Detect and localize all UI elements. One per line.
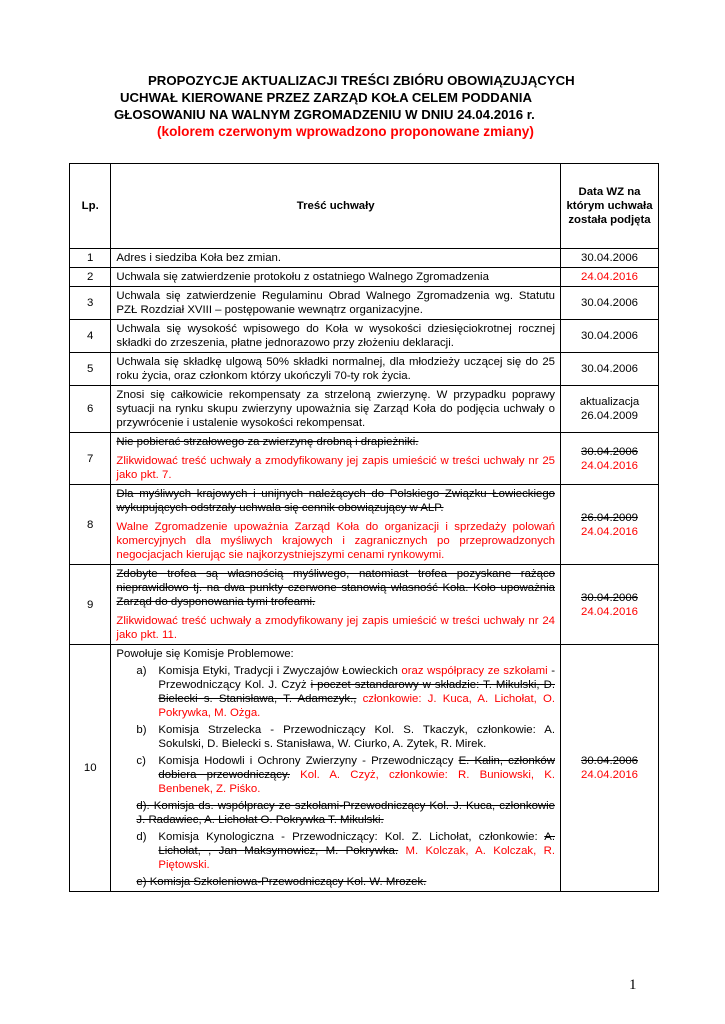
document-header — [100, 72, 660, 140]
item-label: a) — [136, 665, 147, 677]
row-text: Uchwala się składkę ulgową 50% składki normalnej, dla młodzieży uczącej się do 25 roku życia, oraz członkom którzy ukończyli 70-ty rok życia. — [111, 353, 561, 386]
table-row — [70, 268, 659, 287]
old-date: 26.04.2009 — [580, 511, 638, 524]
row-text: Uchwala się zatwierdzenie Regulaminu Obrad Walnego Zgromadzenia wg. Statutu PZŁ Rozdział XVIII – postępowanie wewnątrz organizacyjne. — [111, 287, 561, 320]
row-date: 30.04.2006 — [561, 353, 659, 386]
row-lp: 2 — [70, 268, 111, 287]
row-lp: 4 — [70, 320, 111, 353]
committee-e-removed: e) Komisja Szkoleniowa-Przewodniczący Kol. W. Mrozek. — [136, 876, 427, 888]
committees-intro: Powołuje się Komisje Problemowe: — [116, 648, 294, 660]
item-body: Komisja Strzelecka - Przewodniczący Kol. S. Tkaczyk, członkowie: A. Sokulski, D. Bielecki s. Stanisława, W. Ciurko, A. Zytek, R. Mirek. — [158, 724, 555, 750]
old-date: 30.04.2006 — [580, 755, 638, 767]
row-text: Uchwala się wysokość wpisowego do Koła w wysokości dziesięciokrotnej rocznej składki do zrzeszenia, płatne jednorazowo przy złożeniu deklaracji. — [111, 320, 561, 353]
row-date — [561, 386, 659, 433]
committee-c — [116, 754, 555, 796]
row-date: 30.04.2006 — [561, 249, 659, 268]
old-text: Nie pobierać strzałowego za zwierzynę drobną i drapieżniki. — [116, 436, 419, 448]
header-date: Data WZ na którym uchwała została podjęta — [561, 164, 659, 249]
item-body: Komisja Kynologiczna - Przewodniczący: Kol. Z. Lichołat, członkowie: A. Lichołat, , Jan Maksymowicz, M. Pokrywka. M. Kolczak, A. Kolczak, R. Piętowski. — [158, 831, 555, 871]
header-text: Treść uchwały — [111, 164, 561, 249]
table-row — [70, 565, 659, 645]
title-line-2: UCHWAŁ KIEROWANE PRZEZ ZARZĄD KOŁA CELEM PODDANIA — [120, 90, 532, 105]
row-text — [111, 485, 561, 565]
item-label: b) — [136, 724, 147, 736]
table-row — [70, 249, 659, 268]
title-note: (kolorem czerwonym wprowadzono proponowane zmiany) — [157, 124, 534, 139]
row-date — [561, 485, 659, 565]
row-text — [111, 433, 561, 485]
row-text — [111, 645, 561, 892]
new-text: Walne Zgromadzenie upoważnia Zarząd Koła do organizacji i sprzedaży polowań komercyjnych dla myśliwych krajowych i zagranicznych po przeprowadzonych negocjacjach kierując sie najkorzystniejszymi cenami rynkowymi. — [116, 521, 555, 561]
row-date: 30.04.2006 — [561, 287, 659, 320]
new-text: Zlikwidować treść uchwały a zmodyfikowany jej zapis umieścić w treści uchwały nr 24 jako pkt. 11. — [116, 615, 555, 641]
row-lp: 9 — [70, 565, 111, 645]
row-date-value: 26.04.2009 — [580, 410, 638, 422]
row-lp: 6 — [70, 386, 111, 433]
new-date: 24.04.2016 — [580, 605, 638, 618]
committee-d-removed: d). Komisja ds. współpracy ze szkołami-Przewodniczący Kol. J. Kuca, członkowie J. Radawiec, A. Lichołat O. Pokrywka T. Mikulski. — [136, 800, 555, 826]
table-row — [70, 645, 659, 892]
item-body: Komisja Hodowli i Ochrony Zwierzyny - Przewodniczący E. Kalin, członków dobiera przewodniczący. Kol. A. Czyż, członkowie: R. Buniowski, K. Benbenek, Z. Piśko. — [158, 755, 555, 795]
page-number: 1 — [629, 977, 637, 993]
new-text: Zlikwidować treść uchwały a zmodyfikowany jej zapis umieścić w treści uchwały nr 25 jako pkt. 7. — [116, 455, 555, 481]
table-row — [70, 485, 659, 565]
row-date — [561, 565, 659, 645]
committee-b — [116, 723, 555, 751]
title-line-3: GŁOSOWANIU NA WALNYM ZGROMADZENIU W DNIU 24.04.2016 r. — [114, 107, 535, 122]
row-lp: 7 — [70, 433, 111, 485]
row-lp: 10 — [70, 645, 111, 892]
committee-d — [116, 830, 555, 872]
row-date — [561, 433, 659, 485]
row-text: Uchwala się zatwierdzenie protokołu z ostatniego Walnego Zgromadzenia — [111, 268, 561, 287]
row-text — [111, 565, 561, 645]
row-lp: 1 — [70, 249, 111, 268]
row-date-label: aktualizacja — [579, 396, 640, 408]
item-label: d) — [136, 831, 147, 843]
table-row — [70, 386, 659, 433]
item-body: Komisja Etyki, Tradycji i Zwyczajów Łowieckich oraz współpracy ze szkołami - Przewodniczący Kol. J. Czyż i poczet sztandarowy w składzie: T. Mikulski, D. Bielecki s. Stanisława, T. Adamczyk., członkowie: J. Kuca, A. Lichołat, O. Pokrywka, M. Ożga. — [158, 665, 555, 719]
row-lp: 5 — [70, 353, 111, 386]
new-date: 24.04.2016 — [580, 459, 638, 472]
table-header-row — [70, 164, 659, 249]
header-lp: Lp. — [70, 164, 111, 249]
resolutions-table — [69, 163, 659, 892]
row-date: 24.04.2016 — [561, 268, 659, 287]
item-label: c) — [136, 755, 146, 767]
old-date: 30.04.2006 — [580, 445, 638, 458]
table-row — [70, 287, 659, 320]
row-date — [561, 645, 659, 892]
row-text: Adres i siedziba Koła bez zmian. — [111, 249, 561, 268]
table-row — [70, 320, 659, 353]
old-text: Dla myśliwych krajowych i unijnych należących do Polskiego Związku Łowieckiego wykupujących odstrzały uchwala się cennik obowiązujący w ALP. — [116, 488, 555, 514]
old-date: 30.04.2006 — [580, 591, 638, 604]
row-lp: 3 — [70, 287, 111, 320]
table-row — [70, 433, 659, 485]
row-lp: 8 — [70, 485, 111, 565]
row-text: Znosi się całkowicie rekompensaty za strzeloną zwierzynę. W przypadku poprawy sytuacji na rynku skupu zwierzyny upoważnia się Zarząd Koła do podjęcia uchwały o przywrócenie i ustalenie wysokości rekompensat. — [111, 386, 561, 433]
row-date: 30.04.2006 — [561, 320, 659, 353]
title-line-1: PROPOZYCJE AKTUALIZACJI TREŚCI ZBIÓRU OBOWIĄZUJĄCYCH — [148, 73, 575, 88]
new-date: 24.04.2016 — [580, 769, 638, 781]
committee-a — [116, 664, 555, 720]
table-row — [70, 353, 659, 386]
old-text: Zdobyte trofea są własnością myśliwego, natomiast trofea pozyskane rażąco nieprawidłowo tj. na dwa punkty czerwone stanowią własność Koła. Koło upoważnia Zarząd do dysponowania tymi trofeami. — [116, 568, 555, 608]
new-date: 24.04.2016 — [580, 525, 638, 538]
